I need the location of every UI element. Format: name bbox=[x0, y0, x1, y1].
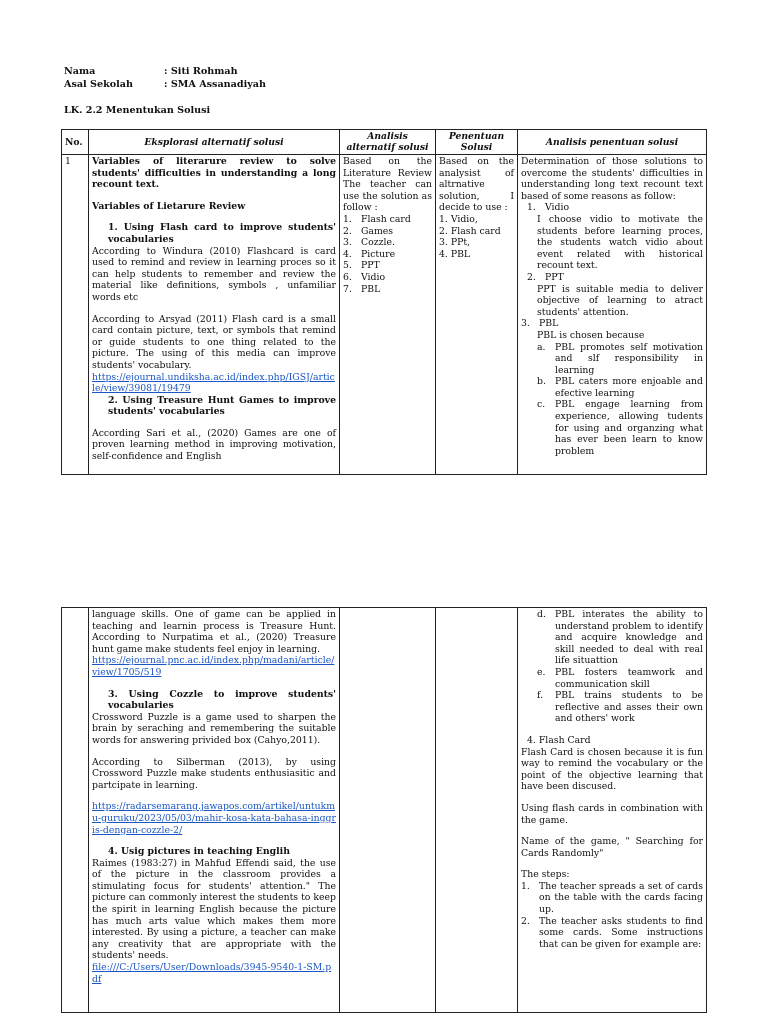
name-label: Nama bbox=[64, 66, 96, 77]
list-item: Picture bbox=[361, 248, 396, 260]
analysis-text: Based on the Literature Review The teacher can use the solution as follow : bbox=[343, 156, 432, 214]
list-item: PPT bbox=[361, 260, 380, 272]
list-item: PBL bbox=[361, 283, 381, 295]
list-item: Vidio bbox=[361, 271, 386, 283]
document-title: LK. 2.2 Menentukan Solusi bbox=[64, 105, 211, 116]
decision-cell-empty bbox=[436, 608, 518, 1013]
school-value: : SMA Assanadiyah bbox=[164, 79, 266, 90]
paragraph: Name of the game, " Searching for Cards Randomly" bbox=[521, 836, 703, 859]
col-header-exploration: Eksplorasi alternatif solusi bbox=[89, 130, 340, 155]
name-value: : Siti Rohmah bbox=[164, 66, 238, 77]
paragraph: PBL is chosen because bbox=[537, 329, 645, 341]
row-number-empty bbox=[62, 608, 89, 1013]
list-item: PBL bbox=[539, 318, 559, 330]
list-item: Vidio bbox=[545, 202, 570, 214]
reference-link[interactable]: file:///C:/Users/User/Downloads/3945-9540-1-SM.pdf bbox=[92, 962, 332, 985]
paragraph: language skills. One of game can be applied in teaching and learnin process is Treasure Hunt. According to Nurpatima et al., (2020) Treasure hunt game make students feel enjoy in learning. bbox=[92, 609, 336, 655]
list-item: 3. PPt, bbox=[439, 237, 471, 249]
flash-card-title: 4. Flash Card bbox=[527, 734, 591, 746]
list-item: Cozzle. bbox=[361, 237, 395, 249]
solution-table bbox=[61, 129, 707, 475]
paragraph: According to Arsyad (2011) Flash card is a small card contain picture, text, or symbols that remind or guide students to one thing related to the picture. The using of this media can improve students' vocabulary. bbox=[92, 313, 336, 371]
decision-analysis-cell: d. PBL interates the ability to understand problem to identify and acquire knowledge and skill needed to deal with real life situattion e. PBL fosters teamwork and communication skill f. PBL trains students to be reflective and asses their own and others' work 4. Flash Card Flash Card is chosen because it is fun way to remind the vocabulary or the point of the objective learning that have been discused. Using flash cards in combination with the game. Name of the game, " Searching for Cards Randomly" The steps: 1. The teacher spreads a set of cards on the table with the cards facing up. 2. The teacher asks students to find some cards. Some instructions that can be given for example are: bbox=[518, 608, 707, 1013]
paragraph: According to Windura (2010) Flashcard is card used to remind and review in learning proces so it can help students to remember and review the material like definitions, symbols , unfamiliar words etc bbox=[92, 245, 336, 303]
list-item: PBL trains students to be reflective and asses their own and others' work bbox=[555, 690, 703, 725]
heading-pictures: 4. Usig pictures in teaching Englih bbox=[108, 846, 290, 858]
paragraph: Flash Card is chosen because it is fun way to remind the vocabulary or the point of the objective learning that have been discused. bbox=[521, 746, 703, 793]
heading-treasure-hunt: 2. Using Treasure Hunt Games to improve students' vocabularies bbox=[108, 394, 336, 418]
table-row bbox=[62, 155, 707, 475]
list-item: PPT bbox=[545, 271, 564, 283]
list-item: PBL caters more enjoable and efective learning bbox=[555, 376, 703, 399]
decision-analysis-cell: Determination of those solutions to overcome the students' difficulties in understanding long text recount text based of some reasons as follow: 1. Vidio I choose vidio to motivate the students before learning proces, the students watch vidio about event related with historical recount text. 2. PPT PPT is suitable media to deliver objective of learning to atract students' attention. 3. PBL PBL is chosen because a. PBL promotes self motivation and slf responsibility in learning b. PBL caters more enjoable and efective learning c. PBL engage learning from experience, allowing tudents for using and organzing what has ever been learn to know problem bbox=[518, 155, 707, 475]
reference-link[interactable]: https://ejournal.undiksha.ac.id/index.php/IGSJ/article/view/39081/19479 bbox=[92, 371, 335, 395]
analysis-cell: Based on the Literature Review The teacher can use the solution as follow : 1. Flash card 2. Games 3. Cozzle. 4. Picture 5. PPT 6. Vidio 7. PBL bbox=[340, 155, 436, 475]
heading-cozzle: 3. Using Cozzle to improve students' vocabularies bbox=[108, 688, 336, 712]
solution-table-continued bbox=[61, 607, 707, 1013]
reference-link[interactable]: https://radarsemarang.jawapos.com/artikel/untukmu-guruku/2023/05/03/mahir-kosa-kata-bahasa-inggris-dengan-cozzle-2/ bbox=[92, 801, 336, 836]
heading-flash-card: 1. Using Flash card to improve students' vocabularies bbox=[108, 222, 336, 245]
list-item: PBL promotes self motivation and slf responsibility in learning bbox=[555, 341, 703, 376]
list-item: The teacher asks students to find some cards. Some instructions that can be given for example are: bbox=[539, 915, 703, 950]
subheading: Variables of Lietarure Review bbox=[92, 200, 246, 212]
col-header-decision: Penentuan Solusi bbox=[436, 130, 518, 155]
list-item: 2. Flash card bbox=[439, 225, 501, 237]
list-item: PBL engage learning from experience, allowing tudents for using and organzing what has ever been learn to know problem bbox=[555, 399, 703, 457]
col-header-analysis: Analisis alternatif solusi bbox=[340, 130, 436, 155]
table-row bbox=[62, 608, 707, 1013]
exploration-cell bbox=[89, 608, 340, 1013]
decision-text: Based on the analysist of altrnative solution, I decide to use : bbox=[439, 156, 514, 214]
intro-text: Variables of literarure review to solve students' difficulties in understanding a long recount text. bbox=[92, 156, 336, 191]
col-header-decision-analysis: Analisis penentuan solusi bbox=[518, 130, 707, 155]
list-item: The teacher spreads a set of cards on the table with the cards facing up. bbox=[539, 880, 703, 916]
analysis-cell-empty bbox=[340, 608, 436, 1013]
list-item: PBL fosters teamwork and communication skill bbox=[555, 666, 703, 690]
steps-title: The steps: bbox=[521, 869, 570, 881]
analysis-intro: Determination of those solutions to overcome the students' difficulties in understanding long text recount text based of some reasons as follow: bbox=[521, 156, 703, 202]
list-item: Flash card bbox=[361, 213, 411, 225]
list-item: PBL interates the ability to understand problem to identify and acquire knowledge and skill needed to deal with real life situattion bbox=[555, 609, 703, 667]
col-header-no: No. bbox=[62, 130, 89, 155]
paragraph: Crossword Puzzle is a game used to sharpen the brain by seraching and remembering the suitable words for answering privided box (Cahyo,2011). bbox=[92, 711, 336, 746]
list-item: 4. PBL bbox=[439, 248, 471, 260]
paragraph: Using flash cards in combination with the game. bbox=[521, 802, 703, 826]
table-header-row bbox=[62, 130, 707, 155]
decision-cell bbox=[436, 155, 518, 475]
paragraph: I choose vidio to motivate the students before learning proces, the students watch vidio about event related with historical recount text. bbox=[537, 213, 703, 272]
school-label: Asal Sekolah bbox=[64, 79, 133, 90]
exploration-cell bbox=[89, 155, 340, 475]
list-item: 1. Vidio, bbox=[439, 213, 478, 225]
paragraph: According Sari et al., (2020) Games are one of proven learning method in improving motivation, self-confidence and English bbox=[92, 427, 336, 463]
list-item: Games bbox=[361, 225, 394, 237]
row-number: 1 bbox=[62, 155, 89, 475]
paragraph: According to Silberman (2013), by using Crossword Puzzle make students enthusiasitic and partcipate in learning. bbox=[92, 756, 336, 791]
paragraph: PPT is suitable media to deliver objective of learning to atract students' attention. bbox=[537, 283, 703, 318]
reference-link[interactable]: https://ejournal.pnc.ac.id/index.php/madani/article/view/1705/519 bbox=[92, 655, 335, 678]
paragraph: Raimes (1983:27) in Mahfud Effendi said, the use of the picture in the classroom provides a stimulating focus for students' attention." The picture can commonly interest the students to keep the spirit in learning English because the picture has much arts value which makes them more interested. By using a picture, a teacher can make any creativity that are appropriate with the students' needs. bbox=[92, 857, 336, 962]
